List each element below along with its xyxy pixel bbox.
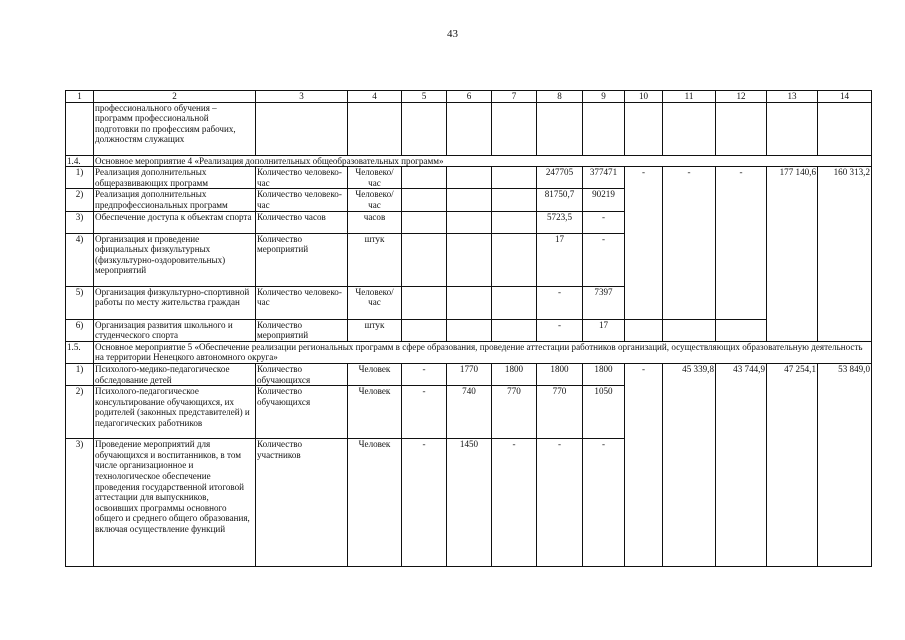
col-header-3: 3 [256, 91, 348, 103]
row-unit: Человеко/ час [348, 167, 402, 189]
col-header-9: 9 [583, 91, 625, 103]
row-number: 1) [66, 363, 94, 385]
value-col7: 1800 [492, 363, 537, 385]
value-col9: - [583, 439, 625, 567]
row-unit: штук [348, 319, 402, 341]
row-indicator: Количество мероприятий [256, 233, 348, 286]
value-col9: 90219 [583, 189, 625, 211]
row-indicator: Количество мероприятий [256, 319, 348, 341]
value-col5: - [402, 439, 447, 567]
value-col8: - [537, 286, 583, 319]
section-number: 1.5. [66, 341, 94, 363]
col-header-13: 13 [767, 91, 818, 103]
row-name: Психолого-медико-педагогическое обследование детей [94, 363, 256, 385]
table-row [66, 319, 872, 341]
section-number: 1.4. [66, 155, 94, 167]
column-number-row [66, 91, 872, 103]
funding-col11: - [663, 167, 716, 319]
row-unit: Человеко/ час [348, 189, 402, 211]
value-col8: 17 [537, 233, 583, 286]
row-indicator: Количество человеко-час [256, 167, 348, 189]
section-title: Основное мероприятие 5 «Обеспечение реализации региональных программ в сфере образования, проведение аттестации работников организаций, осуществляющих образовательную деятельность на территории Ненецкого автономного округа» [94, 341, 872, 363]
value-col7: - [492, 439, 537, 567]
table-row [66, 102, 872, 155]
funding-col12: - [716, 167, 767, 319]
row-name: Организация развития школьного и студенческого спорта [94, 319, 256, 341]
row-number: 1) [66, 167, 94, 189]
section-title: Основное мероприятие 4 «Реализация дополнительных общеобразовательных программ» [94, 155, 872, 167]
row-number: 2) [66, 189, 94, 211]
value-col5: - [402, 386, 447, 439]
funding-col10: - [625, 363, 663, 566]
row-unit: часов [348, 211, 402, 233]
table-row [66, 363, 872, 385]
row-unit: Человек [348, 386, 402, 439]
value-col7: 770 [492, 386, 537, 439]
funding-col13: 47 254,1 [767, 363, 818, 566]
row-number: 4) [66, 233, 94, 286]
row-indicator: Количество человеко-час [256, 189, 348, 211]
table-row [66, 167, 872, 189]
value-col6: 740 [447, 386, 492, 439]
section-row [66, 341, 872, 363]
col-header-4: 4 [348, 91, 402, 103]
row-indicator: Количество человеко-час [256, 286, 348, 319]
value-col6: 1450 [447, 439, 492, 567]
row-indicator: Количество обучающихся [256, 363, 348, 385]
value-col8: - [537, 439, 583, 567]
row-unit: штук [348, 233, 402, 286]
value-col9: 1800 [583, 363, 625, 385]
col-header-2: 2 [94, 91, 256, 103]
value-col8: 247705 [537, 167, 583, 189]
value-col8: 1800 [537, 363, 583, 385]
row-indicator: Количество часов [256, 211, 348, 233]
row-name: Реализация дополнительных предпрофессиональных программ [94, 189, 256, 211]
row-name: Обеспечение доступа к объектам спорта [94, 211, 256, 233]
row-name: Организация и проведение официальных физкультурных (физкультурно-оздоровительных) мероприятий [94, 233, 256, 286]
value-col6: 1770 [447, 363, 492, 385]
value-col9: 7397 [583, 286, 625, 319]
page-number: 43 [447, 28, 458, 40]
row-number: 6) [66, 319, 94, 341]
row-number: 3) [66, 439, 94, 567]
value-col9: 1050 [583, 386, 625, 439]
col-header-14: 14 [818, 91, 872, 103]
row-number: 2) [66, 386, 94, 439]
funding-col14: 160 313,2 [818, 167, 872, 342]
value-col9: 17 [583, 319, 625, 341]
col-header-12: 12 [716, 91, 767, 103]
funding-col14: 53 849,0 [818, 363, 872, 566]
row-unit: Человеко/ час [348, 286, 402, 319]
section-row [66, 155, 872, 167]
value-col8: 770 [537, 386, 583, 439]
row-number: 3) [66, 211, 94, 233]
row-name: Психолого-педагогическое консультирование обучающихся, их родителей (законных представителей) и педагогических работников [94, 386, 256, 439]
value-col9: - [583, 211, 625, 233]
value-col8: 5723,5 [537, 211, 583, 233]
row-name: Организация физкультурно-спортивной работы по месту жительства граждан [94, 286, 256, 319]
funding-col11: 45 339,8 [663, 363, 716, 566]
col-header-6: 6 [447, 91, 492, 103]
value-col8: - [537, 319, 583, 341]
col-header-11: 11 [663, 91, 716, 103]
col-header-7: 7 [492, 91, 537, 103]
value-col9: 377471 [583, 167, 625, 189]
row-name: Проведение мероприятий для обучающихся и воспитанников, в том числе организационное и технологическое обеспечение проведения государственной итоговой аттестации для выпускников, освоивших программы основного общего и среднего общего образования, включая осуществление функций [94, 439, 256, 567]
row-number: 5) [66, 286, 94, 319]
col-header-8: 8 [537, 91, 583, 103]
row-unit: Человек [348, 439, 402, 567]
row-name: профессионального обучения – программ профессиональной подготовки по профессиям рабочих, должностям служащих [94, 102, 256, 155]
value-col9: - [583, 233, 625, 286]
program-table [65, 90, 872, 567]
col-header-5: 5 [402, 91, 447, 103]
value-col8: 81750,7 [537, 189, 583, 211]
row-indicator: Количество обучающихся [256, 386, 348, 439]
funding-col10: - [625, 167, 663, 319]
funding-col12: 43 744,9 [716, 363, 767, 566]
row-indicator: Количество участников [256, 439, 348, 567]
value-col5: - [402, 363, 447, 385]
funding-col13: 177 140,6 [767, 167, 818, 342]
row-name: Реализация дополнительных общеразвивающих программ [94, 167, 256, 189]
row-unit: Человек [348, 363, 402, 385]
col-header-10: 10 [625, 91, 663, 103]
col-header-1: 1 [66, 91, 94, 103]
